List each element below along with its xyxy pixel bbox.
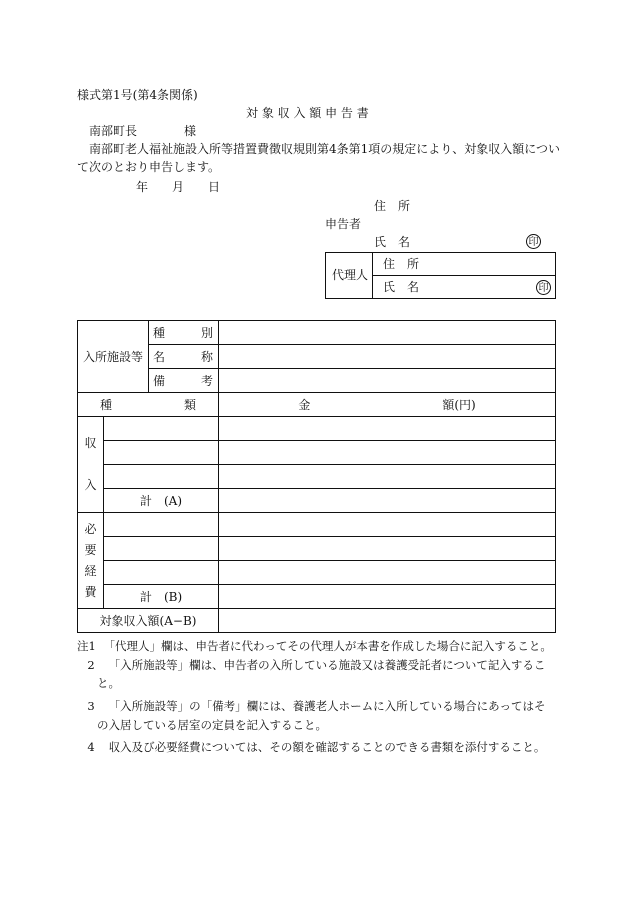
income-label (78, 417, 104, 513)
form-number: 様式第1号(第4条関係) (77, 88, 198, 102)
expense-char-3: 経 (84, 563, 97, 578)
agent-address-label: 住 所 (383, 257, 420, 271)
note-2-num: 2 (87, 658, 95, 672)
intro-line-1: 南部町老人福祉施設入所等措置費徴収規則第4条第1項の規定により、対象収入額につい (89, 142, 561, 156)
income-total-amount[interactable] (219, 489, 556, 513)
applicant-address-label: 住 所 (374, 199, 411, 213)
agent-box (325, 252, 556, 299)
note-3-text: 「入所施設等」の「備考」欄には、養護老人ホームに入所している場合にあってはそ (108, 699, 546, 713)
expense-type-2[interactable] (104, 537, 219, 561)
income-total-label: 計 (A) (104, 489, 219, 513)
income-char-1: 収 (84, 436, 97, 450)
income-amount-2[interactable] (219, 441, 556, 465)
income-table (77, 320, 556, 633)
facility-type-field[interactable] (219, 321, 556, 345)
note-1-text: 「代理人」欄は、申告者に代わってその代理人が本書を作成した場合に記入すること。 (103, 639, 552, 653)
note-2-text: 「入所施設等」欄は、申告者の入所している施設又は養護受託者について記入するこ (108, 658, 546, 672)
income-type-3[interactable] (104, 465, 219, 489)
income-amount-1[interactable] (219, 417, 556, 441)
agent-seal-icon: 印 (536, 280, 551, 295)
facility-type-label: 種 別 (149, 321, 219, 345)
expense-amount-3[interactable] (219, 561, 556, 585)
note-3 (77, 697, 546, 716)
expense-total-amount[interactable] (219, 585, 556, 609)
facility-remarks-label: 備 考 (149, 369, 219, 393)
note-2-cont: と。 (97, 676, 120, 690)
date-month: 月 (172, 180, 185, 194)
form-title: 対 象 収 入 額 申 告 書 (246, 106, 369, 120)
expense-char-2: 要 (84, 542, 97, 557)
expense-label (78, 513, 104, 609)
amount-header: 金 額(円) (219, 393, 556, 417)
income-char-2: 入 (84, 478, 97, 492)
note-1-num: 注1 (77, 639, 96, 653)
note-4-text: 収入及び必要経費については、その額を確認することのできる書類を添付すること。 (108, 740, 546, 754)
addressee: 南部町長 (89, 124, 138, 138)
note-4 (77, 738, 545, 757)
income-type-1[interactable] (104, 417, 219, 441)
agent-name-label: 氏 名 (383, 280, 420, 294)
date-day: 日 (208, 180, 221, 194)
income-amount-3[interactable] (219, 465, 556, 489)
expense-type-1[interactable] (104, 513, 219, 537)
applicant-label: 申告者 (325, 217, 362, 231)
applicant-seal-icon: 印 (526, 234, 541, 249)
note-4-num: 4 (87, 740, 95, 754)
agent-label: 代理人 (332, 268, 369, 282)
facility-label: 入所施設等 (78, 321, 149, 393)
expense-amount-2[interactable] (219, 537, 556, 561)
facility-remarks-field[interactable] (219, 369, 556, 393)
date-year: 年 (136, 180, 149, 194)
honorific: 様 (184, 124, 197, 138)
income-type-2[interactable] (104, 441, 219, 465)
type-header: 種 類 (78, 393, 219, 417)
expense-char-4: 費 (84, 584, 97, 599)
expense-char-1: 必 (84, 521, 97, 536)
note-3-cont: の入居している居室の定員を記入すること。 (97, 718, 327, 732)
note-2 (77, 656, 545, 675)
note-3-num: 3 (87, 699, 95, 713)
intro-line-2: て次のとおり申告します。 (77, 160, 221, 174)
expense-total-label: 計 (B) (104, 585, 219, 609)
expense-amount-1[interactable] (219, 513, 556, 537)
target-income-label: 対象収入額(A−B) (78, 609, 219, 633)
expense-type-3[interactable] (104, 561, 219, 585)
facility-name-label: 名 称 (149, 345, 219, 369)
note-1 (77, 637, 552, 656)
target-income-amount[interactable] (219, 609, 556, 633)
applicant-name-label: 氏 名 (374, 235, 411, 249)
facility-name-field[interactable] (219, 345, 556, 369)
